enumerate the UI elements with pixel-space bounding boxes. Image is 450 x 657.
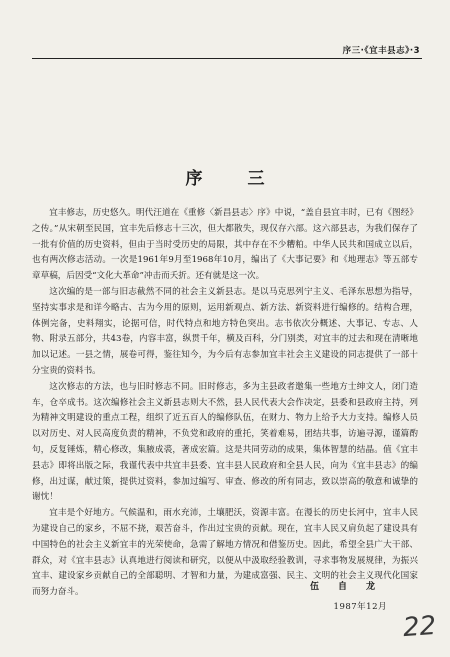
paragraph-2: 这次编的是一部与旧志截然不同的社会主义新县志。是以马克思列宁主义、毛泽东思想为指导，坚持实事求是和详今略古、古为今用的原则，运用新观点、新方法、新资料进行编修的。结构合理，体例完备，史料翔实，论据可信，时代特点和地方特色突出。志书依次分概述、大事记、专志、人物、附录五部分，共43卷，内容丰富，纵贯千年，横及百科，分门别类，对宜丰的过去和现在清晰地加以记述。一县之情，展卷可得，鉴往知今，为今后有志参加宜丰社会主义建设的同志提供了一部十分宝贵的资料书。	[32, 286, 418, 376]
page-title: 序 三	[185, 169, 279, 189]
running-head: 序三·《宜丰县志》·3	[342, 46, 420, 56]
header-rule	[32, 58, 422, 59]
signature-author: 伍 自 龙	[309, 582, 380, 592]
paragraph-4: 宜丰是个好地方。气候温和，雨水充沛，土壤肥沃，资源丰富。在漫长的历史长河中，宜丰人民为建设自己的家乡，不屈不挠，艰苦奋斗，作出过宝贵的贡献。现在，宜丰人民又肩负起了建设具有中国特色的社会主义新宜丰的光荣使命，急需了解地方情况和借鉴历史。因此，希望全县广大干部、群众，对《宜丰县志》认真地进行阅读和研究，以便从中汲取经验教训，寻求事物发展规律，为振兴宜丰、建设家乡贡献自己的全部聪明、才智和力量，为建成富强、民主、文明的社会主义现代化国家而努力奋斗。	[32, 508, 418, 598]
paragraph-1: 宜丰修志，历史悠久。明代汪道在《重修〈新昌县志〉序》中说，“盖自县宜丰时，已有《图经》之传。”从宋朝至民国，宜丰先后修志十三次，但大都散失，现仅存六部。这六部县志，为我们保存了一批有价值的历史资料，但由于当时受历史的局限，其中存在不少糟粕。中华人民共和国成立以后，也有两次修志活动。一次是1961年9月至1968年10月，编出了《大事记要》和《地理志》等五部专章草稿，后因受“文化大革命”冲击而夭折。还有就是这一次。	[32, 208, 418, 282]
signature-date: 1987年12月	[333, 602, 387, 612]
body-text	[32, 206, 418, 601]
paragraph-3: 这次修志的方法，也与旧时修志不同。旧时修志，多为主县政者邀集一些地方士绅文人，闭门造车，仓卒成书。这次编修社会主义新县志则大不然，县人民代表大会作决定，县委和县政府主持，列为精神文明建设的重点工程，组织了近五百人的编修队伍，在财力、物力上给予大力支持。编修人员以对历史、对人民高度负责的精神，不负党和政府的重托，笑着难易，团结共事，访遍寻源，谨篇酌句，反复锤炼，精心修改，集腋成裘，著成宏篇。这是共同劳动的成果，集体智慧的结晶。值《宜丰县志》即将出版之际，我谨代表中共宜丰县委、宜丰县人民政府和全县人民，向为《宜丰县志》的编修，出过谋，献过策，提供过资料，参加过编写、审查、修改的所有同志，致以崇高的敬意和诚挚的谢忱！	[32, 381, 418, 503]
handwritten-page-number: 22	[401, 610, 438, 644]
